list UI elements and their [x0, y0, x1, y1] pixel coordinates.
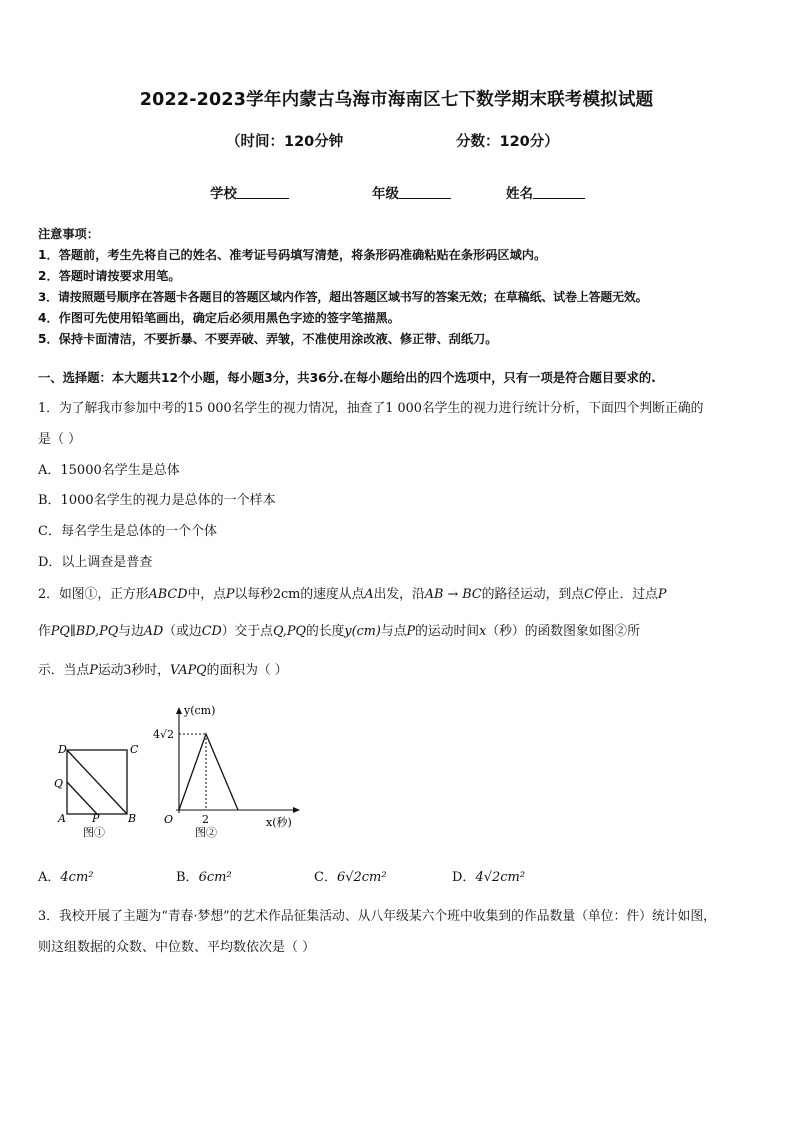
q3-stem-line2: 则这组数据的众数、中位数、平均数依次是（ ） [38, 940, 316, 955]
notice-item: 4．作图可先使用铅笔画出，确定后必须用黑色字迹的签字笔描黑。 [38, 311, 400, 325]
option-letter: A． [38, 870, 61, 885]
math: ABCD [148, 587, 188, 602]
exam-score: 分数：120分） [456, 134, 559, 150]
math: A [364, 587, 374, 602]
q2-figure [50, 700, 310, 850]
q2-option-a [38, 866, 93, 885]
option-letter: D． [452, 870, 476, 885]
text: 的面积为（ ） [206, 663, 288, 678]
math: C [584, 587, 594, 602]
notice-item: 3．请按照题号顺序在答题卡各题目的答题区域内作答，超出答题区域书写的答案无效；在草稿纸、试卷上答题无效。 [38, 290, 648, 304]
label-d: D [58, 743, 67, 756]
math: PQ∥BD,PQ [50, 624, 119, 639]
q1-stem-line1: 1．为了解我市参加中考的15 000名学生的视力情况，抽查了1 000名学生的视力进行统计分析，下面四个判断正确的 [38, 401, 704, 416]
math: AD [143, 624, 164, 639]
math: P [225, 587, 235, 602]
notice-block [38, 224, 768, 350]
school-label: 学校 [210, 186, 237, 202]
name-field [506, 182, 585, 202]
grade-field [372, 182, 451, 202]
q1-option-a: A．15000名学生是总体 [38, 463, 180, 478]
notice-item: 1．答题前，考生先将自己的姓名、准考证号码填写清楚，将条形码准确粘贴在条形码区域内。 [38, 248, 547, 262]
math: x [479, 624, 487, 639]
origin-label: O [164, 813, 174, 826]
text: 与点 [380, 624, 407, 639]
option-letter: B． [176, 870, 199, 885]
q1-option-d: D．以上调查是普查 [38, 555, 153, 570]
notice-item: 5．保持卡面清洁，不要折暴、不要弄破、弄皱，不准使用涂改液、修正带、刮纸刀。 [38, 332, 498, 346]
text: 作 [38, 624, 51, 639]
y-axis-arrow [176, 707, 182, 714]
x-tick-label: 2 [202, 813, 209, 826]
text: 的长度 [305, 624, 345, 639]
q3-stem-line1: 3．我校开展了主题为“青春·梦想”的艺术作品征集活动、从八年级某六个班中收集到的作品数量（单位：件）统计如图， [38, 909, 716, 924]
q2-option-c [314, 866, 387, 885]
option-value: 6√2cm² [336, 870, 387, 885]
option-value: 6cm² [198, 870, 232, 885]
q2-stem-line2 [38, 620, 640, 639]
math: P [406, 624, 416, 639]
label-q: Q [54, 777, 64, 790]
school-field [210, 182, 289, 202]
math: P [657, 587, 667, 602]
exam-title: 2022-2023学年内蒙古乌海市海南区七下数学期末联考模拟试题 [139, 90, 654, 110]
text: 以每秒2cm的速度从点 [234, 587, 365, 602]
function-graph [179, 734, 238, 810]
label-a: A [58, 812, 66, 825]
x-axis-label: x(秒) [266, 816, 292, 829]
notice-item: 2．答题时请按要求用笔。 [38, 269, 181, 283]
option-value: 4cm² [60, 870, 94, 885]
y-axis-label: y(cm) [184, 704, 216, 717]
name-blank [533, 186, 585, 199]
x-axis-arrow [293, 807, 300, 813]
q1-option-c: C．每名学生是总体的一个个体 [38, 524, 217, 539]
text: 运动3秒时， [97, 663, 170, 678]
q2-stem-line3 [38, 659, 288, 678]
y-value-label: 4√2 [153, 728, 175, 741]
text: 出发，沿 [373, 587, 425, 602]
label-b: B [128, 812, 137, 825]
text: 与边 [118, 624, 144, 639]
math: y(cm) [344, 624, 381, 639]
text: 的路径运动，到点 [481, 587, 585, 602]
school-blank [237, 186, 289, 199]
segment-pq [67, 782, 97, 814]
q1-stem-line2: 是（ ） [38, 432, 82, 447]
math: AB → BC [424, 587, 482, 602]
section-heading: 一、选择题：本大题共12个小题，每小题3分，共36分.在每小题给出的四个选项中，只有一项是符合题目要求的. [38, 371, 656, 385]
q2-option-b [176, 866, 232, 885]
math: VAPQ [169, 663, 207, 678]
math: CD [201, 624, 222, 639]
text: （秒）的函数图象如图②所 [486, 624, 640, 639]
q2-option-d [452, 866, 525, 885]
text: 停止．过点 [593, 587, 658, 602]
name-label: 姓名 [506, 186, 533, 202]
grade-label: 年级 [372, 186, 399, 202]
option-letter: C． [314, 870, 337, 885]
caption-fig1: 图① [83, 826, 105, 839]
caption-fig2: 图② [195, 826, 217, 839]
diagonal-bd [67, 750, 127, 814]
text: ）交于点 [221, 624, 273, 639]
text: 中，点 [187, 587, 226, 602]
text: 2．如图①，正方形 [38, 587, 149, 602]
text: 的运动时间 [415, 624, 480, 639]
q2-stem-line1 [38, 583, 666, 602]
exam-time: （时间：120分钟 [226, 134, 344, 150]
option-value: 4√2cm² [475, 870, 526, 885]
label-c: C [130, 743, 139, 756]
grade-blank [399, 186, 451, 199]
notice-heading: 注意事项： [38, 227, 99, 241]
q1-option-b: B．1000名学生的视力是总体的一个样本 [38, 493, 276, 508]
math: Q,PQ [272, 624, 306, 639]
text: 示．当点 [38, 663, 90, 678]
label-p: P [92, 812, 100, 825]
text: （或边 [163, 624, 202, 639]
math: P [89, 663, 98, 678]
